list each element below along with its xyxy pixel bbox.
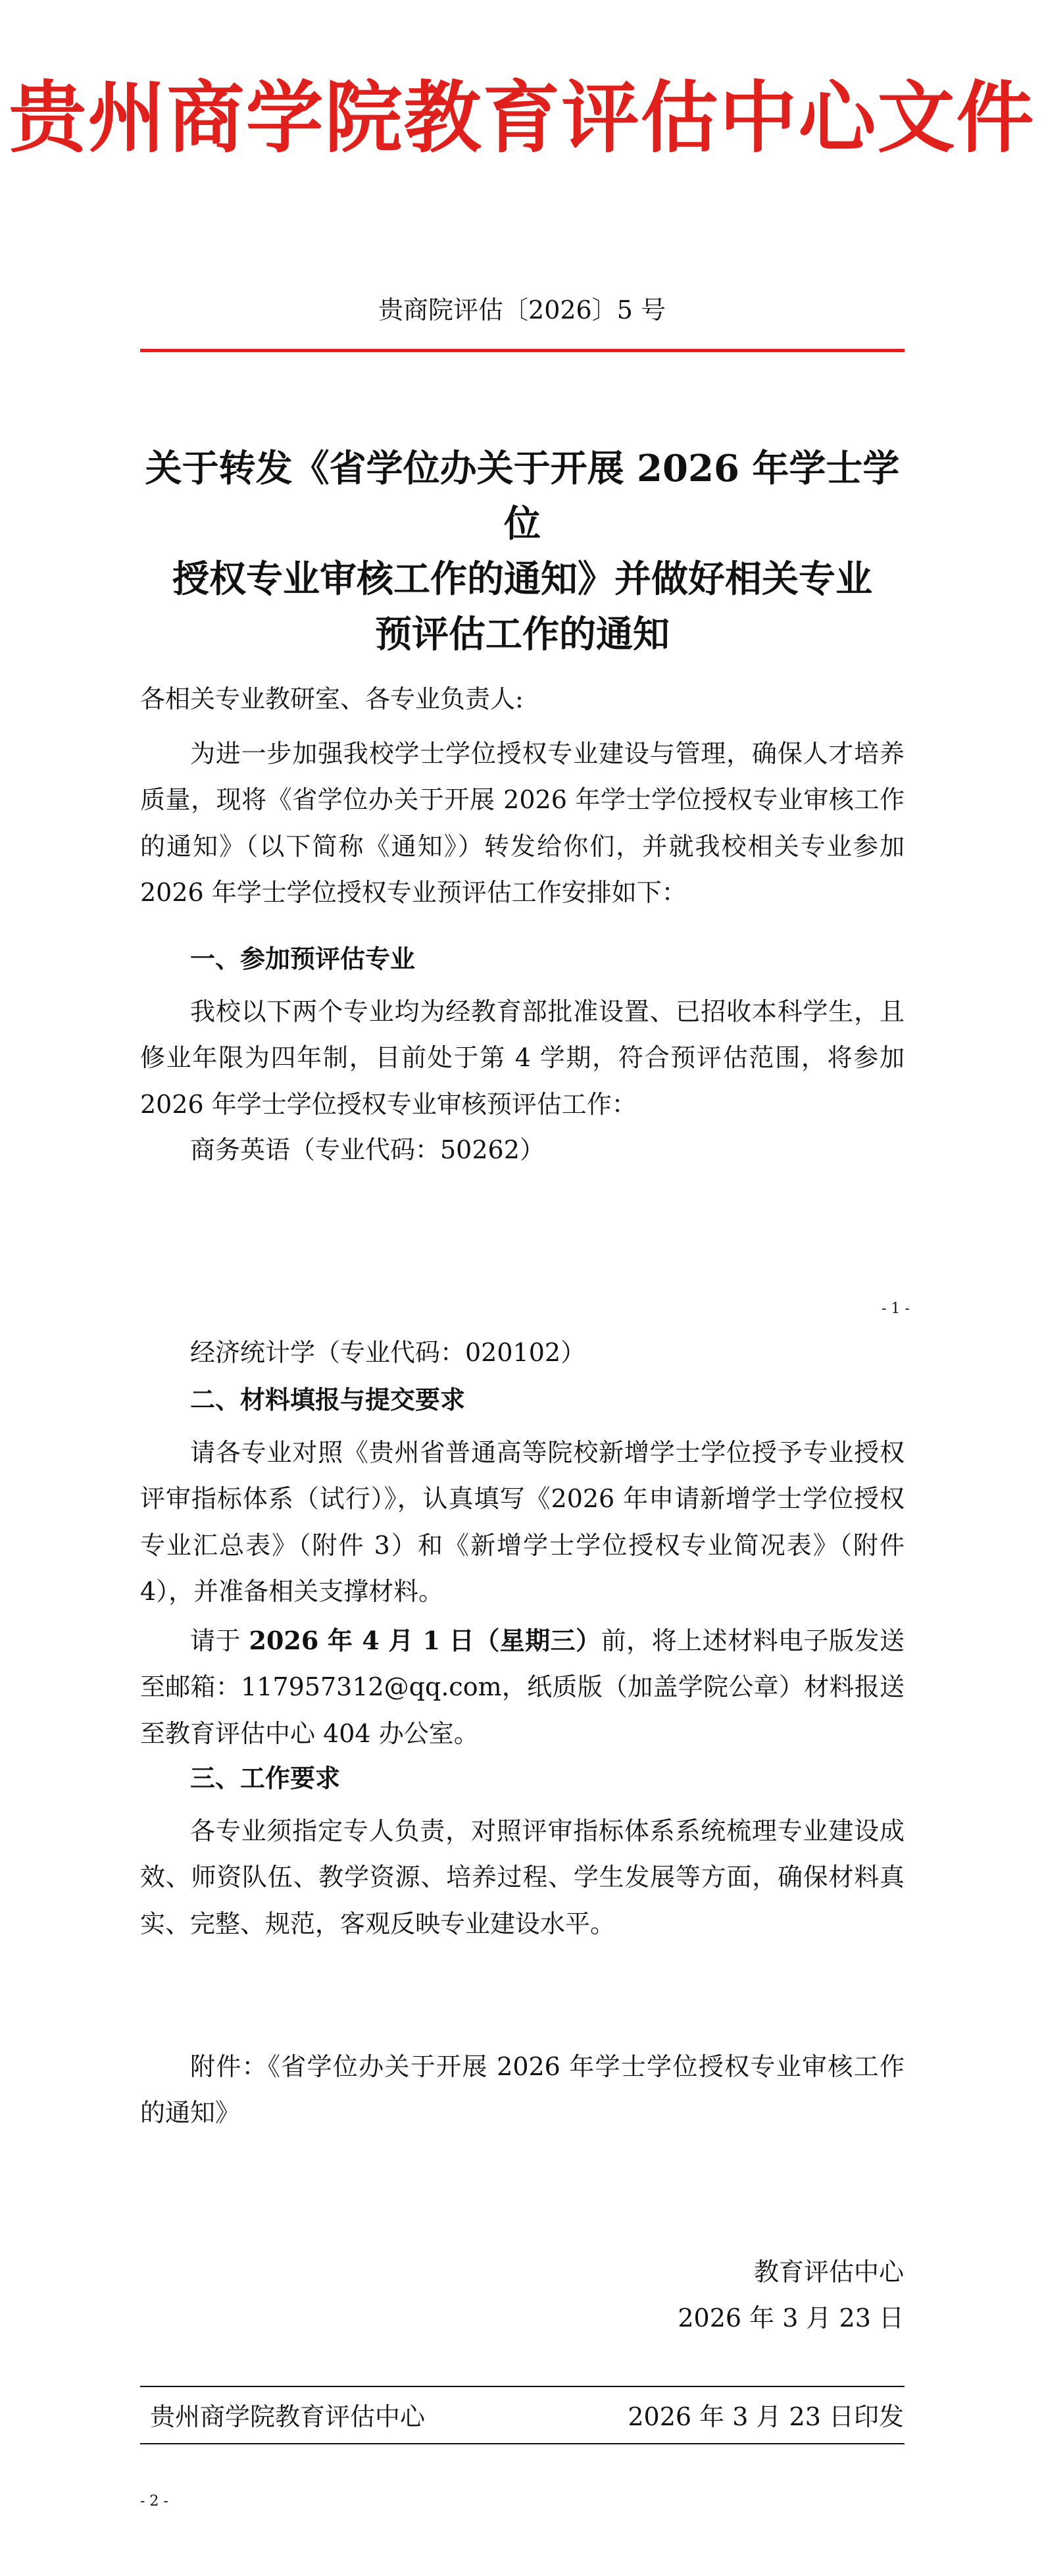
signature-date: 2026 年 3 月 23 日 xyxy=(678,2304,904,2332)
document-number: 贵商院评估〔2026〕5 号 xyxy=(378,296,666,324)
section2-deadline-paragraph xyxy=(140,1618,905,1757)
section1-body: 我校以下两个专业均为经教育部批准设置、已招收本科学生，且修业年限为四年制，目前处于第 4 学期，符合预评估范围，将参加 2026 年学士学位授权专业审核预评估工作： xyxy=(140,997,905,1119)
intro-paragraph: 为进一步加强我校学士学位授权专业建设与管理，确保人才培养质量，现将《省学位办关于开展 2026 年学士学位授权专业审核工作的通知》（以下简称《通知》）转发给你们，并就我校相关专业参加 2026 年学士学位授权专业预评估工作安排如下： xyxy=(140,739,905,908)
deadline-suffix: 前，将上述材料电子版发送至邮箱：117957312@qq.com，纸质版（加盖学院公章）材料报送至教育评估中心 404 办公室。 xyxy=(140,1626,905,1748)
major-item-economic-statistics: 经济统计学（专业代码：020102） xyxy=(190,1338,586,1367)
salutation: 各相关专业教研室、各专业负责人: xyxy=(140,684,524,713)
page-number-2: - 2 - xyxy=(140,2493,168,2510)
deadline-prefix: 请于 xyxy=(190,1626,249,1655)
title-line-3: 预评估工作的通知 xyxy=(375,613,670,656)
section2-heading: 二、材料填报与提交要求 xyxy=(190,1385,466,1414)
signature-org: 教育评估中心 xyxy=(753,2257,904,2286)
attachment-note: 附件：《省学位办关于开展 2026 年学士学位授权专业审核工作的通知》 xyxy=(140,2052,905,2128)
footer-print-date: 2026 年 3 月 23 日印发 xyxy=(628,2402,904,2431)
title-line-2: 授权专业审核工作的通知》并做好相关专业 xyxy=(172,557,872,601)
deadline-date: 2026 年 4 月 1 日（星期三） xyxy=(249,1626,601,1655)
footer-top-rule xyxy=(140,2386,905,2387)
letterhead-title: 贵州商学院教育评估中心文件 xyxy=(9,72,1035,163)
section3-body: 各专业须指定专人负责，对照评审指标体系系统梳理专业建设成效、师资队伍、教学资源、培养过程、学生发展等方面，确保材料真实、完整、规范，客观反映专业建设水平。 xyxy=(140,1816,905,1938)
document-title xyxy=(140,441,905,662)
footer-bottom-rule xyxy=(140,2443,905,2444)
page-number-1: - 1 - xyxy=(882,1301,910,1317)
section2-body: 请各专业对照《贵州省普通高等院校新增学士学位授予专业授权评审指标体系（试行）》，认真填写《2026 年申请新增学士学位授权专业汇总表》（附件 3）和《新增学士学位授权专业简况表》（附件 4），并准备相关支撑材料。 xyxy=(140,1438,905,1607)
title-line-1: 关于转发《省学位办关于开展 2026 年学士学位 xyxy=(145,447,900,546)
red-divider xyxy=(140,349,905,352)
section1-heading: 一、参加预评估专业 xyxy=(190,944,416,973)
section3-heading: 三、工作要求 xyxy=(190,1763,341,1793)
footer-issuer: 贵州商学院教育评估中心 xyxy=(150,2402,426,2431)
major-item-business-english: 商务英语（专业代码：50262） xyxy=(190,1135,545,1164)
